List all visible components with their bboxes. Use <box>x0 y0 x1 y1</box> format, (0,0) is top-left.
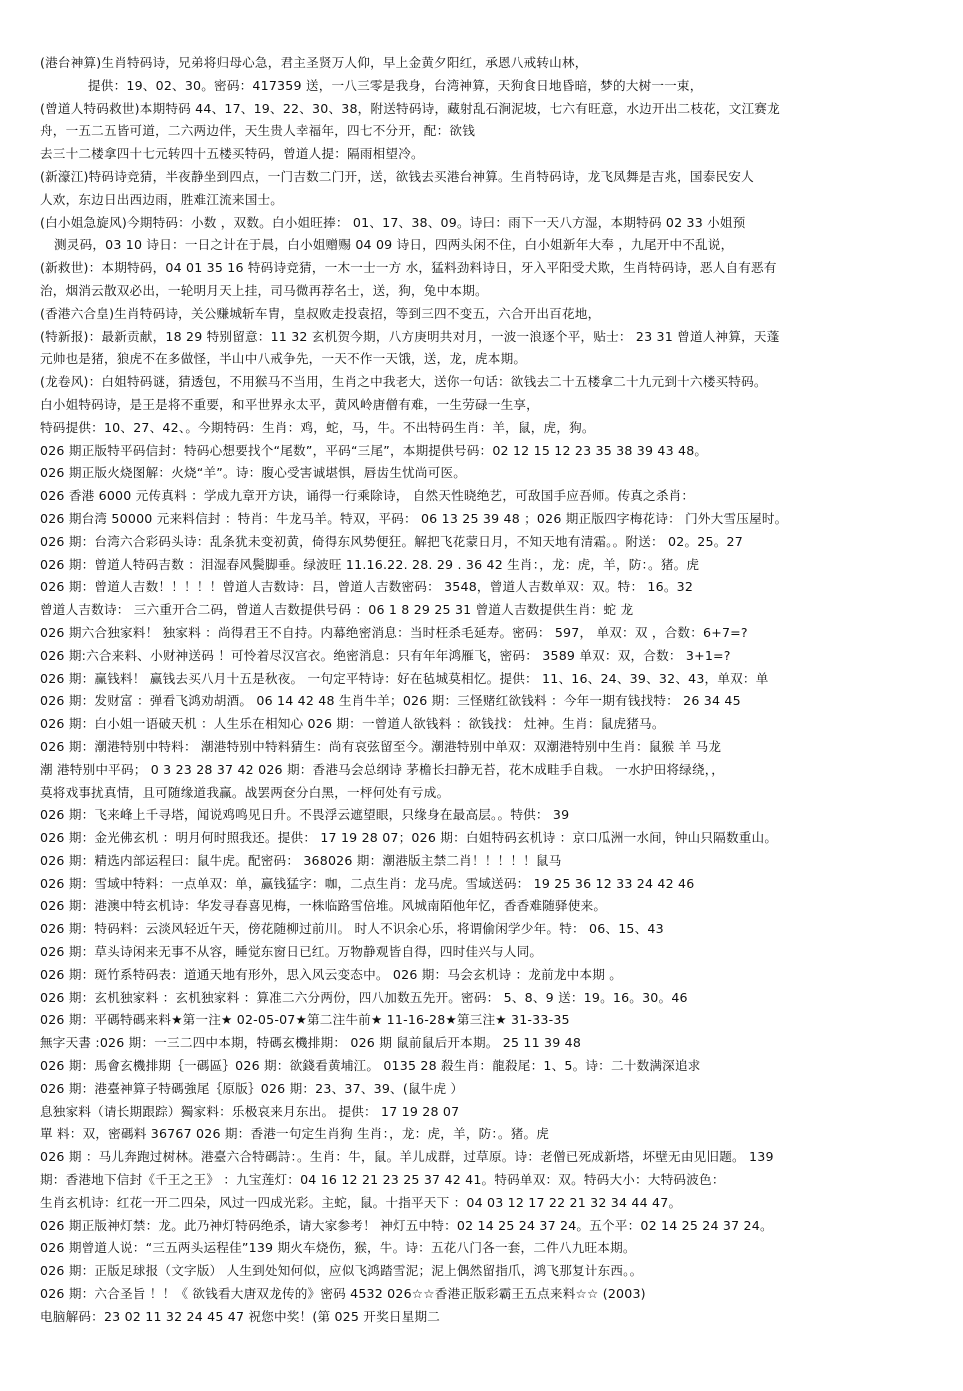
text-line: 026 期：潮港特别中特料： 潮港特别中特料猜生：尚有哀弦留至今。潮港特别中单双：双潮港特别中生肖：鼠猴 羊 马龙 <box>40 738 722 754</box>
text-line: 息独家料（请长期跟踪）獨家料：乐极哀来月东出。 提供： 17 19 28 07 <box>40 1103 460 1119</box>
text-line: (港台神算)生肖特码诗，兄弟将归母心急，君主圣贤万人仰，早上金黄夕阳红，承恩八戒转山林， <box>40 55 588 70</box>
text-line: (龙卷风)：白姐特码谜，猜透包，不用猴马不当用，生肖之中我老大，送你一句话：欲钱去二十五楼拿二十九元到十六楼买特码。 <box>40 374 767 390</box>
text-line: 026 期台湾 50000 元来料信封 ：特肖：牛龙马羊。特双，平码： 06 13 25 39 48 ；026 期正版四字梅花诗： 门外大雪压屋时。 <box>40 510 788 526</box>
text-line: 人欢，东边日出西边雨，胜难江流来国士。 <box>40 191 284 207</box>
text-line: 026 期:六合来料、小财神送码 ！可怜着尽汉宫衣。绝密消息：只有年年鸿雁飞，密码： 3589 单双：双，合数： 3+1=? <box>40 647 731 663</box>
text-line: 026 期：六合圣旨 ！！《 欲钱看大唐双龙传的》密码 4532 026☆☆香港正版彩霸王五点来料☆☆ (2003) <box>40 1286 646 1302</box>
text-line: 治，烟消云散双必出，一轮明月天上挂，司马微再荐名士，送，狗，兔中本期。 <box>40 282 488 298</box>
text-line: 测灵码，03 10 诗日：一日之计在于晨，白小姐赠赐 04 09 诗日，四两头闲不住，白小姐新年大奉 ，九尾开中不乱说， <box>54 237 734 253</box>
text-line: 026 期：特码料：云淡风轻近午天，傍花随柳过前川。 时人不识余心乐，将谓偷闲学少年。特： 06、15、43 <box>40 921 664 937</box>
text-line: (新濠江)特码诗竞猜，半夜静坐到四点，一门吉数二门开，送，欲钱去买港台神算。生肖特码诗，龙飞凤舞是吉兆，国泰民安人 <box>40 168 754 184</box>
text-line: 026 期：港澳中特玄机诗：华发寻春喜见梅，一株临路雪倍堆。风城南陌他年忆，香香难随驿使来。 <box>40 898 607 914</box>
text-line: 026 期：雪域中特料：一点单双：单，赢钱猛字：咖，二点生肖：龙马虎。雪域送码： 19 25 36 12 33 24 42 46 <box>40 875 695 891</box>
text-line: 潮 港特别中平码； 0 3 23 28 37 42 026 期：香港马会总纲诗 茅檐长扫静无苔，花木成畦手自栽。 一水护田将绿绕，， <box>40 761 725 777</box>
text-line: 026 期：发财富 ：弹看飞鸿劝胡酒。 06 14 42 48 生肖牛羊；026 期：三怪赌红欲钱料 ：今年一期有钱找特： 26 34 45 <box>40 693 741 709</box>
text-line: 提供：19、02、30。密码：417359 送，一八三零是我身，台湾神算，天狗食日地昏暗，梦的大树一一束， <box>88 77 703 93</box>
text-line: 026 期六合独家料！ 独家料 ：尚得君王不自持。内幕绝密消息：当时枉杀毛延寿。密码： 597， 单双：双 ，合数：6+7=? <box>40 624 748 640</box>
text-line: (曾道人特码救世)本期特码 44、17、19、22、30、38，附送特码诗，藏射乱石涧泥坡，七六有旺意，水边开出二枝花，文江赛龙 <box>40 100 780 116</box>
text-line: 無字天書 :026 期：一三二四中本期，特碼玄機排期： 026 期 鼠前鼠后开本期。 25 11 39 48 <box>40 1035 582 1051</box>
text-line: 期：香港地下信封《千王之王》 ：九宝莲灯：04 16 12 21 23 25 37 42 41。特码单双：双。特码大小：大特码波色： <box>40 1172 725 1188</box>
text-line: 026 期：草头诗闲来无事不从容，睡觉东窗日已红。万物静观皆自得，四时佳兴与人同。 <box>40 944 543 960</box>
text-line: 莫将戏事扰真情，且可随缘道我赢。战罢两奁分白黑，一枰何处有亏成。 <box>40 784 450 800</box>
text-line: 去三十二楼拿四十七元转四十五楼买特码，曾道人提：隔雨相望冷。 <box>40 146 424 162</box>
text-line: 元帅也是猪，狼虎不在多做怪，半山中八戒争先，一天不作一天饿，送，龙，虎本期。 <box>40 351 527 367</box>
text-line: 單 料：双，密碼料 36767 026 期：香港一句定生肖狗 生肖：，龙：虎，羊，防：。猪。虎 <box>40 1126 550 1142</box>
text-line: 026 期：飞来峰上千寻塔，闻说鸡鸣见日升。不畏浮云遮望眼，只缘身在最高层。。特供： 39 <box>40 807 570 823</box>
text-line: 电脑解码：23 02 11 32 24 45 47 祝您中奖！(第 025 开奖日星期二 <box>40 1308 441 1324</box>
text-line: 026 期正版神灯禁：龙。此乃神灯特码绝杀，请大家参考！ 神灯五中特：02 14 25 24 37 24。五个平：02 14 25 24 37 24。 <box>40 1217 773 1233</box>
text-line: (香港六合皇)生肖特码诗，关公赚城斩车胄，皇叔败走投袁招，等到三四不变五，六合开出百花地， <box>40 305 601 321</box>
text-line: 曾道人吉数诗： 三六重开合二码，曾道人吉数提供号码 ：06 1 8 29 25 31 曾道人吉数提供生肖：蛇 龙 <box>40 602 634 618</box>
text-line: 026 期 ：马儿奔跑过树林。港臺六合特碼詩：。生肖：牛，鼠。羊儿成群，过草原。诗：老僧已死成新塔，坏壁无由见旧题。 139 <box>40 1149 774 1165</box>
text-line: 026 期：馬會玄機排期｛一碼區｝026 期：欲錢看黄埔江。 0135 28 殺生肖：龍殺尾：1、5。诗：二十数满深追求 <box>40 1058 701 1074</box>
text-line: 026 期：玄机独家料 ：玄机独家料 ：算准二六分两份，四八加数五先开。密码： 5、8、9 送：19。16。30。46 <box>40 989 688 1005</box>
text-line: 026 期：白小姐一语破天机 ：人生乐在相知心 026 期：一曾道人欲钱料 ：欲钱找： 灶神。生肖：鼠虎猪马。 <box>40 716 665 732</box>
text-line: 特码提供：10、27、42、。今期特码：生肖：鸡，蛇，马，牛。不出特码生肖：羊，鼠，虎，狗。 <box>40 419 595 435</box>
text-line: 026 期：斑竹系特码表：道通天地有形外，思入风云变态中。 026 期：马会玄机诗 ：龙前龙中本期 。 <box>40 966 623 982</box>
text-line: (白小姐急旋风)今期特码：小数 ，双数。白小姐旺捧： 01、17、38、09。诗曰：雨下一天八方湿，本期特码 02 33 小姐预 <box>40 214 746 230</box>
text-line: 026 期：港臺神算子特碼強尾｛原版｝026 期：23、37、39、(鼠牛虎 ） <box>40 1080 464 1096</box>
text-line: 026 期正版特平码信封：特码心想要找个“尾数”，平码“三尾”，本期提供号码：02 12 15 12 23 35 38 39 43 48。 <box>40 442 708 458</box>
text-line: 026 期：平碼特碼来料★第一注★ 02-05-07★第二注牛前★ 11-16-28★第三注★ 31-33-35 <box>40 1012 570 1028</box>
text-line: 舟，一五二五皆可道，二六两边伴，天生贵人幸福年，四七不分开，配：欲钱 <box>40 123 475 139</box>
text-line: 026 期：台湾六合彩码头诗：乱条犹未变初黄，倚得东风势便狂。解把飞花蒙日月，不知天地有清霜。。附送： 02。25。27 <box>40 533 743 549</box>
text-line: 026 期：赢钱料！ 赢钱去买八月十五是秋夜。 一句定平特诗：好在毡城莫相忆。提供： 11、16、24、39、32、43，单双：单 <box>40 670 769 686</box>
text-line: 026 期：金光佛玄机 ：明月何时照我还。提供： 17 19 28 07；026 期：白姐特码玄机诗 ：京口瓜洲一水间，钟山只隔数重山。 <box>40 830 778 846</box>
document-body <box>40 52 940 1329</box>
text-line: 026 期曾道人说：“三五两头运程佳”139 期火车烧伤，猴，牛。诗：五花八门各一套，二件八九旺本期。 <box>40 1240 636 1256</box>
text-line: 026 期：精选内部运程曰：鼠牛虎。配密码： 368026 期：潮港版主禁二肖！！！！！鼠马 <box>40 852 562 868</box>
text-line: 生肖玄机诗：红花一开二四朵，风过一四成光彩。主蛇，鼠。十指平天下 ：04 03 12 17 22 21 32 34 44 47。 <box>40 1194 682 1210</box>
text-line: (特新报)：最新贡献，18 29 特别留意：11 32 玄机贺今期，八方庚明共对月，一波一浪逐个平，贴士： 23 31 曾道人神算，天蓬 <box>40 328 780 344</box>
text-line: (新救世)：本期特码，04 01 35 16 特码诗竞猜，一木一士一方 水，猛料劲料诗日，牙入平阳受犬欺，生肖特码诗，恶人自有恶有 <box>40 260 777 276</box>
text-line: 026 期正版火烧图解：火烧“羊”。诗：腹心受害诚堪惧，唇齿生忧尚可医。 <box>40 465 467 481</box>
text-line: 026 期：正版足球报（文字版） 人生到处知何似，应似飞鸿踏雪泥；泥上偶然留指爪，鸿飞那复计东西。。 <box>40 1263 643 1279</box>
text-line: 026 期：曾道人特码吉数 ：泪湿春风鬓脚垂。绿波旺 11.16.22. 28. 29 . 36 42 生肖：，龙：虎，羊，防：。猪。虎 <box>40 556 700 572</box>
text-line: 026 期：曾道人吉数！！！！！曾道人吉数诗：吕，曾道人吉数密码： 3548，曾道人吉数单双：双。特： 16。32 <box>40 579 694 595</box>
text-line: 白小姐特码诗，是王是将不重要，和平世界永太平，黄风岭唐僧有难，一生劳碌一生享， <box>40 396 539 412</box>
text-line: 026 香港 6000 元传真料 ：学成九章开方诀，诵得一行乘除诗， 自然天性晓绝艺，可敌国手应吾师。传真之杀肖： <box>40 488 695 504</box>
